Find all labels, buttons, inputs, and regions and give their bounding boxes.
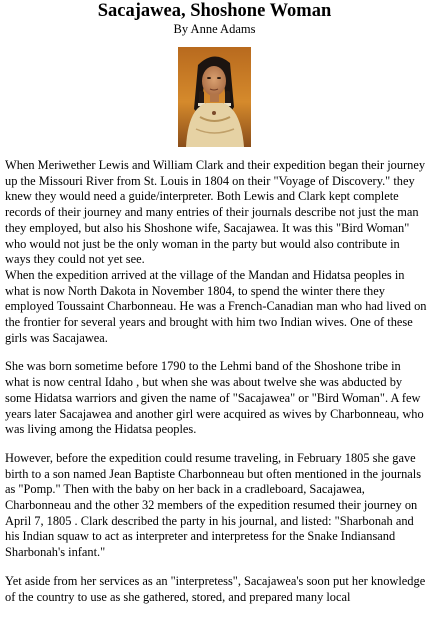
- sacajawea-portrait-image: [178, 47, 251, 147]
- article-paragraph-5: Yet aside from her services as an "interpretess", Sacajawea's soon put her knowledge of the country to use as she gathered, stored, and prepared many local: [5, 573, 426, 604]
- article-paragraph-3: She was born sometime before 1790 to the Lehmi band of the Shoshone tribe in what is now central Idaho , but when she was about twelve she was abducted by some Hidatsa warriors and given the name of "Sacajawea" or "Bird Woman". A few years later Sacajawea and another girl were acquired as wives by Charbonneau, who was living among the Hidatsa peoples.: [5, 359, 424, 437]
- article-paragraph-4: However, before the expedition could resume traveling, in February 1805 she gave birth to a son named Jean Baptiste Charbonneau but often mentioned in the journals as "Pomp." Then with the baby on her back in a cradleboard, Sacajawea, Charbonneau and the other 32 members of the expedition resumed their journey on April 7, 1805 . Clark described the party in his journal, and listed: "Sharbonah and his Indian squaw to act as interpreter and interpretess for the Snake Indiansand Sharbonah's infant.": [5, 450, 422, 560]
- article-paragraph-2: When the expedition arrived at the village of the Mandan and Hidatsa peoples in what is now North Dakota in November 1804, to spend the winter there they employed Toussaint Charbonneau. He was a French-Canadian man who had lived on the frontier for several years and brought with him two Indian wives. One of these girls was Sacajawea.: [5, 267, 427, 345]
- article-body: [5, 158, 427, 618]
- article-title: Sacajawea, Shoshone Woman: [97, 1, 332, 21]
- article-paragraph-1: When Meriwether Lewis and William Clark and their expedition began their journey up the Missouri River from St. Louis in 1804 on their "Voyage of Discovery." they knew they would need a guide/interpreter. Both Lewis and Clark kept complete records of their journey and many entries of their journals describe not just the man they employed, but also his Shoshone wife, Sacajawea. It was this "Bird Woman" who would not just be the only woman in the party but would also contribute in ways they could not yet see.: [5, 158, 426, 267]
- article-byline: By Anne Adams: [173, 22, 256, 36]
